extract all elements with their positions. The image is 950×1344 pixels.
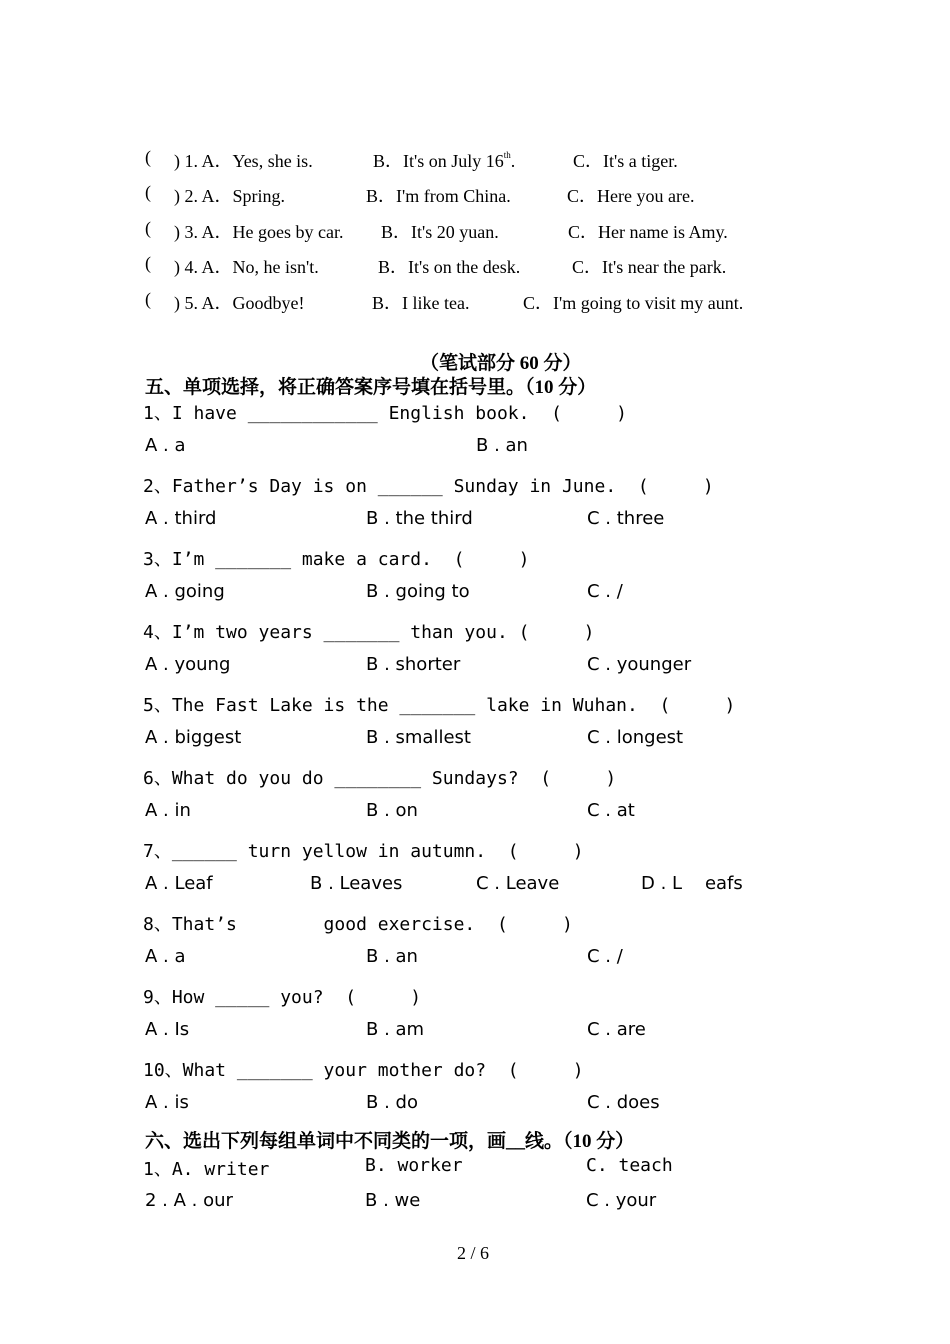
answer-option: C . Leave: [476, 873, 560, 894]
option-b-text: B．It's on July 16: [373, 151, 504, 171]
answer-option: A . a: [145, 435, 186, 456]
word-option: 2 . A . our: [145, 1190, 233, 1211]
section5-title: 五、单项选择，将正确答案序号填在括号里。（10 分）: [145, 377, 597, 398]
written-section-header: （笔试部分 60 分）: [420, 353, 582, 374]
listening-option-c: C．It's near the park.: [572, 257, 727, 277]
answer-option: B . on: [366, 800, 418, 821]
page-number: 2 / 6: [457, 1243, 490, 1263]
answer-option: C . are: [587, 1019, 646, 1040]
answer-option: A . going: [145, 581, 225, 602]
question-text: 9、How _____ you? ( ): [143, 987, 422, 1008]
answer-option: C . three: [587, 508, 665, 529]
question-text: 3、I’m _______ make a card. ( ): [143, 549, 530, 570]
word-option: 1、A. writer: [143, 1159, 270, 1180]
answer-paren: (: [145, 182, 151, 202]
answer-option: B . an: [476, 435, 528, 456]
option-b-superscript: th: [503, 150, 511, 160]
listening-option-c: C．Her name is Amy.: [568, 222, 728, 242]
answer-option: B . Leaves: [310, 873, 403, 894]
answer-option: A . young: [145, 654, 231, 675]
listening-option-a: ) 5. A．Goodbye!: [174, 293, 305, 313]
word-option: C . your: [586, 1190, 657, 1211]
listening-option-b: [373, 147, 515, 173]
answer-option: A . in: [145, 800, 191, 821]
answer-option: C . younger: [587, 654, 692, 675]
answer-option: C . /: [587, 581, 623, 602]
answer-option: B . shorter: [366, 654, 461, 675]
listening-option-b: [366, 182, 511, 208]
listening-option-a: ) 1. A．Yes, she is.: [174, 151, 313, 171]
word-option: C. teach: [586, 1155, 673, 1176]
answer-option: B . do: [366, 1092, 418, 1113]
option-b-end: .: [510, 151, 516, 171]
listening-option-c: C．It's a tiger.: [573, 151, 678, 171]
question-text: 7、______ turn yellow in autumn. ( ): [143, 841, 584, 862]
option-b-text: B．I'm from China.: [366, 186, 511, 206]
answer-option: C . does: [587, 1092, 660, 1113]
answer-option: D . L eafs: [641, 873, 743, 894]
question-text: 6、What do you do ________ Sundays? ( ): [143, 768, 617, 789]
listening-option-b: [378, 253, 520, 279]
listening-option-a: ) 3. A．He goes by car.: [174, 222, 344, 242]
option-b-text: B．It's 20 yuan.: [381, 222, 499, 242]
answer-option: C . at: [587, 800, 635, 821]
listening-option-c: C．I'm going to visit my aunt.: [523, 293, 744, 313]
question-text: 10、What _______ your mother do? ( ): [143, 1060, 584, 1081]
answer-option: A . is: [145, 1092, 189, 1113]
answer-option: B . going to: [366, 581, 470, 602]
answer-option: C . longest: [587, 727, 684, 748]
question-text: 8、That’s good exercise. ( ): [143, 914, 573, 935]
answer-option: B . smallest: [366, 727, 471, 748]
answer-option: A . third: [145, 508, 217, 529]
answer-paren: (: [145, 253, 151, 273]
question-text: 5、The Fast Lake is the _______ lake in Wuhan. ( ): [143, 695, 736, 716]
question-text: 2、Father’s Day is on ______ Sunday in June. ( ): [143, 476, 714, 497]
listening-option-b: [381, 218, 499, 244]
listening-option-a: ) 4. A．No, he isn't.: [174, 257, 319, 277]
answer-option: B . the third: [366, 508, 473, 529]
listening-option-a: ) 2. A．Spring.: [174, 186, 286, 206]
question-text: 1、I have ____________ English book. ( ): [143, 403, 627, 424]
listening-option-b: [372, 289, 469, 315]
answer-option: B . an: [366, 946, 418, 967]
word-option: B . we: [365, 1190, 421, 1211]
answer-option: C . /: [587, 946, 623, 967]
answer-option: A . a: [145, 946, 186, 967]
answer-paren: (: [145, 218, 151, 238]
answer-option: A . Leaf: [145, 873, 213, 894]
answer-paren: (: [145, 147, 151, 167]
section6-title: 六、选出下列每组单词中不同类的一项，画__线。（10 分）: [145, 1131, 635, 1152]
listening-option-c: C．Here you are.: [567, 186, 695, 206]
answer-paren: (: [145, 289, 151, 309]
answer-option: A . biggest: [145, 727, 242, 748]
word-option: B. worker: [365, 1155, 463, 1176]
answer-option: A . Is: [145, 1019, 190, 1040]
option-b-text: B．It's on the desk.: [378, 257, 521, 277]
answer-option: B . am: [366, 1019, 425, 1040]
question-text: 4、I’m two years _______ than you. ( ): [143, 622, 595, 643]
option-b-text: B．I like tea.: [372, 293, 470, 313]
